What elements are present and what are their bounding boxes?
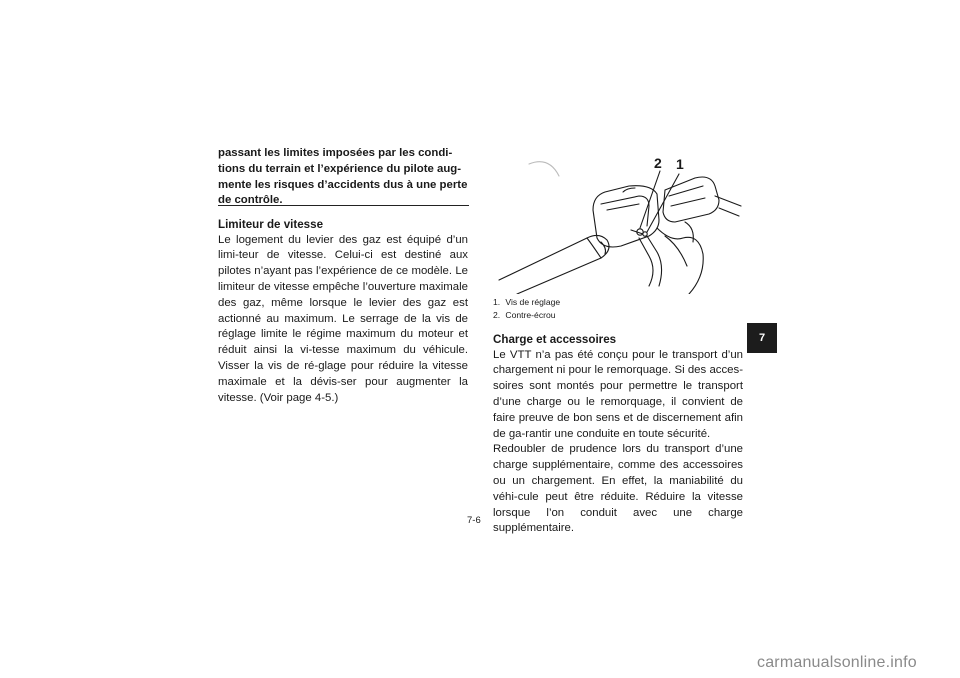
speed-limiter-section bbox=[218, 217, 468, 406]
cargo-paragraph-1: Le VTT n’a pas été conçu pour le transport d’un chargement ni pour le remorquage. Si des acces-soires sont montés pour permettre le transport d’une charge ou le remorquage, il convient de faire preuve de bon sens et de discernement afin de ga-rantir une conduite en toute sécurité. bbox=[493, 348, 743, 440]
caption-number: 2. bbox=[493, 309, 501, 320]
warning-line: mente les risques d’accidents dus à une perte bbox=[218, 178, 468, 191]
chapter-tab: 7 bbox=[747, 323, 777, 353]
speed-limiter-paragraph: Le logement du levier des gaz est équipé d’un limi-teur de vitesse. Celui-ci est destiné aux pilotes n’ayant pas l’expérience de ce modèle. Le limiteur de vitesse empêche l’ouverture maximale des gaz, même lorsque le levier des gaz est actionné au maximum. Le serrage de la vis de réglage limite le régime maximum du moteur et réduit ainsi la vi-tesse maximum du véhicule. Visser la vis de ré-glage pour réduire la vitesse maximale et la dévis-ser pour augmenter la vitesse. (Voir page 4-5.) bbox=[218, 233, 468, 404]
section-title-speed-limiter: Limiteur de vitesse bbox=[218, 218, 324, 231]
warning-divider bbox=[218, 205, 469, 206]
warning-line: de contrôle. bbox=[218, 194, 283, 207]
warning-line: tions du terrain et l’expérience du pilote aug- bbox=[218, 162, 462, 175]
watermark: carmanualsonline.info bbox=[757, 654, 917, 671]
warning-text bbox=[218, 146, 468, 209]
warning-line: passant les limites imposées par les condi- bbox=[218, 147, 453, 159]
cargo-section bbox=[493, 332, 743, 537]
warning-block bbox=[218, 146, 468, 209]
figure-captions bbox=[493, 296, 743, 321]
caption-item bbox=[493, 296, 743, 309]
cargo-paragraph-2: Redoubler de prudence lors du transport d’une charge supplémentaire, comme des accessoires ou un chargement. En effet, la maniabilité du véhi-cule peut être réduite. Réduire la vitesse lorsque l’on conduit avec une charge supplémentaire. bbox=[493, 443, 743, 535]
callout-2: 2 bbox=[654, 155, 662, 171]
section-title-cargo: Charge et accessoires bbox=[493, 333, 617, 346]
callout-1: 1 bbox=[676, 156, 684, 172]
caption-text: Vis de réglage bbox=[505, 297, 561, 307]
throttle-lever-drawing bbox=[489, 146, 742, 294]
caption-text: Contre-écrou bbox=[505, 309, 556, 320]
page-number: 7-6 bbox=[467, 515, 481, 526]
caption-item bbox=[493, 309, 743, 322]
throttle-illustration bbox=[489, 146, 742, 294]
caption-number: 1. bbox=[493, 297, 501, 307]
